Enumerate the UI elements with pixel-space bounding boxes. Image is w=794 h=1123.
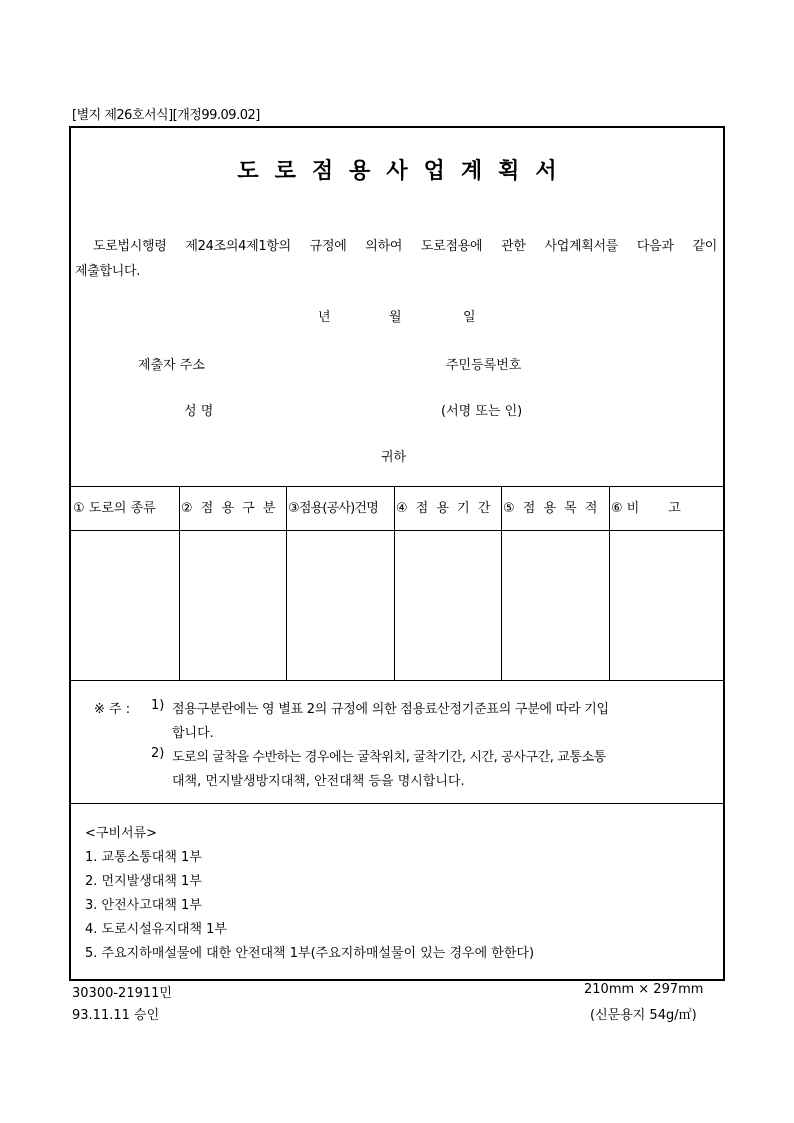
required-doc-item: 1. 교통소통대책 1부 xyxy=(85,850,202,865)
cell-road-type[interactable] xyxy=(71,531,179,680)
header-occupancy-period: ④ 점 용 기 간 xyxy=(396,501,493,516)
notes-prefix: ※ 주 : xyxy=(94,702,131,717)
name-label: 성 명 xyxy=(184,404,214,419)
addressee-label: 귀하 xyxy=(381,450,407,465)
paper-size: 210mm × 297mm xyxy=(584,982,704,997)
cell-occupancy-period[interactable] xyxy=(395,531,501,680)
note-2-number: 2) xyxy=(151,746,165,761)
applicant-address-label: 제출자 주소 xyxy=(138,358,205,373)
required-docs-list xyxy=(85,846,534,966)
resident-id-label: 주민등록번호 xyxy=(446,358,522,373)
cell-occupancy-purpose[interactable] xyxy=(502,531,609,680)
signature-label: (서명 또는 인) xyxy=(441,404,523,419)
note-1-number: 1) xyxy=(151,698,165,713)
note-1-text-cont: 합니다. xyxy=(172,726,214,741)
required-doc-item: 2. 먼지발생대책 1부 xyxy=(85,874,202,889)
required-documents xyxy=(85,822,157,846)
date-day: 일 xyxy=(463,310,476,325)
form-code: 30300-21911민 xyxy=(72,986,172,1001)
required-doc-item: 5. 주요지하매설물에 대한 안전대책 1부(주요지하매설물이 있는 경우에 한한다) xyxy=(85,946,535,961)
intro-paragraph xyxy=(75,234,717,284)
note-2-text-cont: 대책, 먼지발생방지대책, 안전대책 등을 명시합니다. xyxy=(172,774,465,789)
header-occupancy-category: ② 점 용 구 분 xyxy=(181,501,278,516)
form-frame xyxy=(69,126,725,981)
date-month: 월 xyxy=(389,310,402,325)
paper-type: (신문용지 54g/㎡) xyxy=(590,1008,697,1023)
form-title: 도로점용사업계획서 xyxy=(237,159,573,184)
note-2-text: 도로의 굴착을 수반하는 경우에는 굴착위치, 굴착기간, 시간, 공사구간, 교통소통 xyxy=(172,750,606,765)
intro-line-1: 도로법시행령 제24조의4제1항의 규정에 의하여 도로점용에 관한 사업계획서를 다음과 같이 xyxy=(93,239,717,254)
approval-date: 93.11.11 승인 xyxy=(72,1008,160,1023)
date-year: 년 xyxy=(318,310,331,325)
note-1-text: 점용구분란에는 영 별표 2의 규정에 의한 점용료산정기준표의 구분에 따라 기입 xyxy=(172,702,609,717)
required-doc-item: 4. 도로시설유지대책 1부 xyxy=(85,922,227,937)
cell-occupancy-category[interactable] xyxy=(180,531,286,680)
required-docs-heading: <구비서류> xyxy=(85,826,158,841)
header-remarks: ⑥ 비 고 xyxy=(611,501,681,516)
form-reference: [별지 제26호서식][개정99.09.02] xyxy=(72,108,260,123)
required-doc-item: 3. 안전사고대책 1부 xyxy=(85,898,202,913)
notes-bottom-border xyxy=(71,803,723,804)
table-bottom-border xyxy=(71,680,723,681)
cell-project-name[interactable] xyxy=(287,531,394,680)
header-project-name: ③점용(공사)건명 xyxy=(288,501,378,516)
intro-line-2: 제출합니다. xyxy=(75,264,141,279)
header-road-type: ① 도로의 종류 xyxy=(73,501,156,516)
header-occupancy-purpose: ⑤ 점 용 목 적 xyxy=(503,501,600,516)
date-row xyxy=(71,306,723,326)
cell-remarks[interactable] xyxy=(610,531,723,680)
